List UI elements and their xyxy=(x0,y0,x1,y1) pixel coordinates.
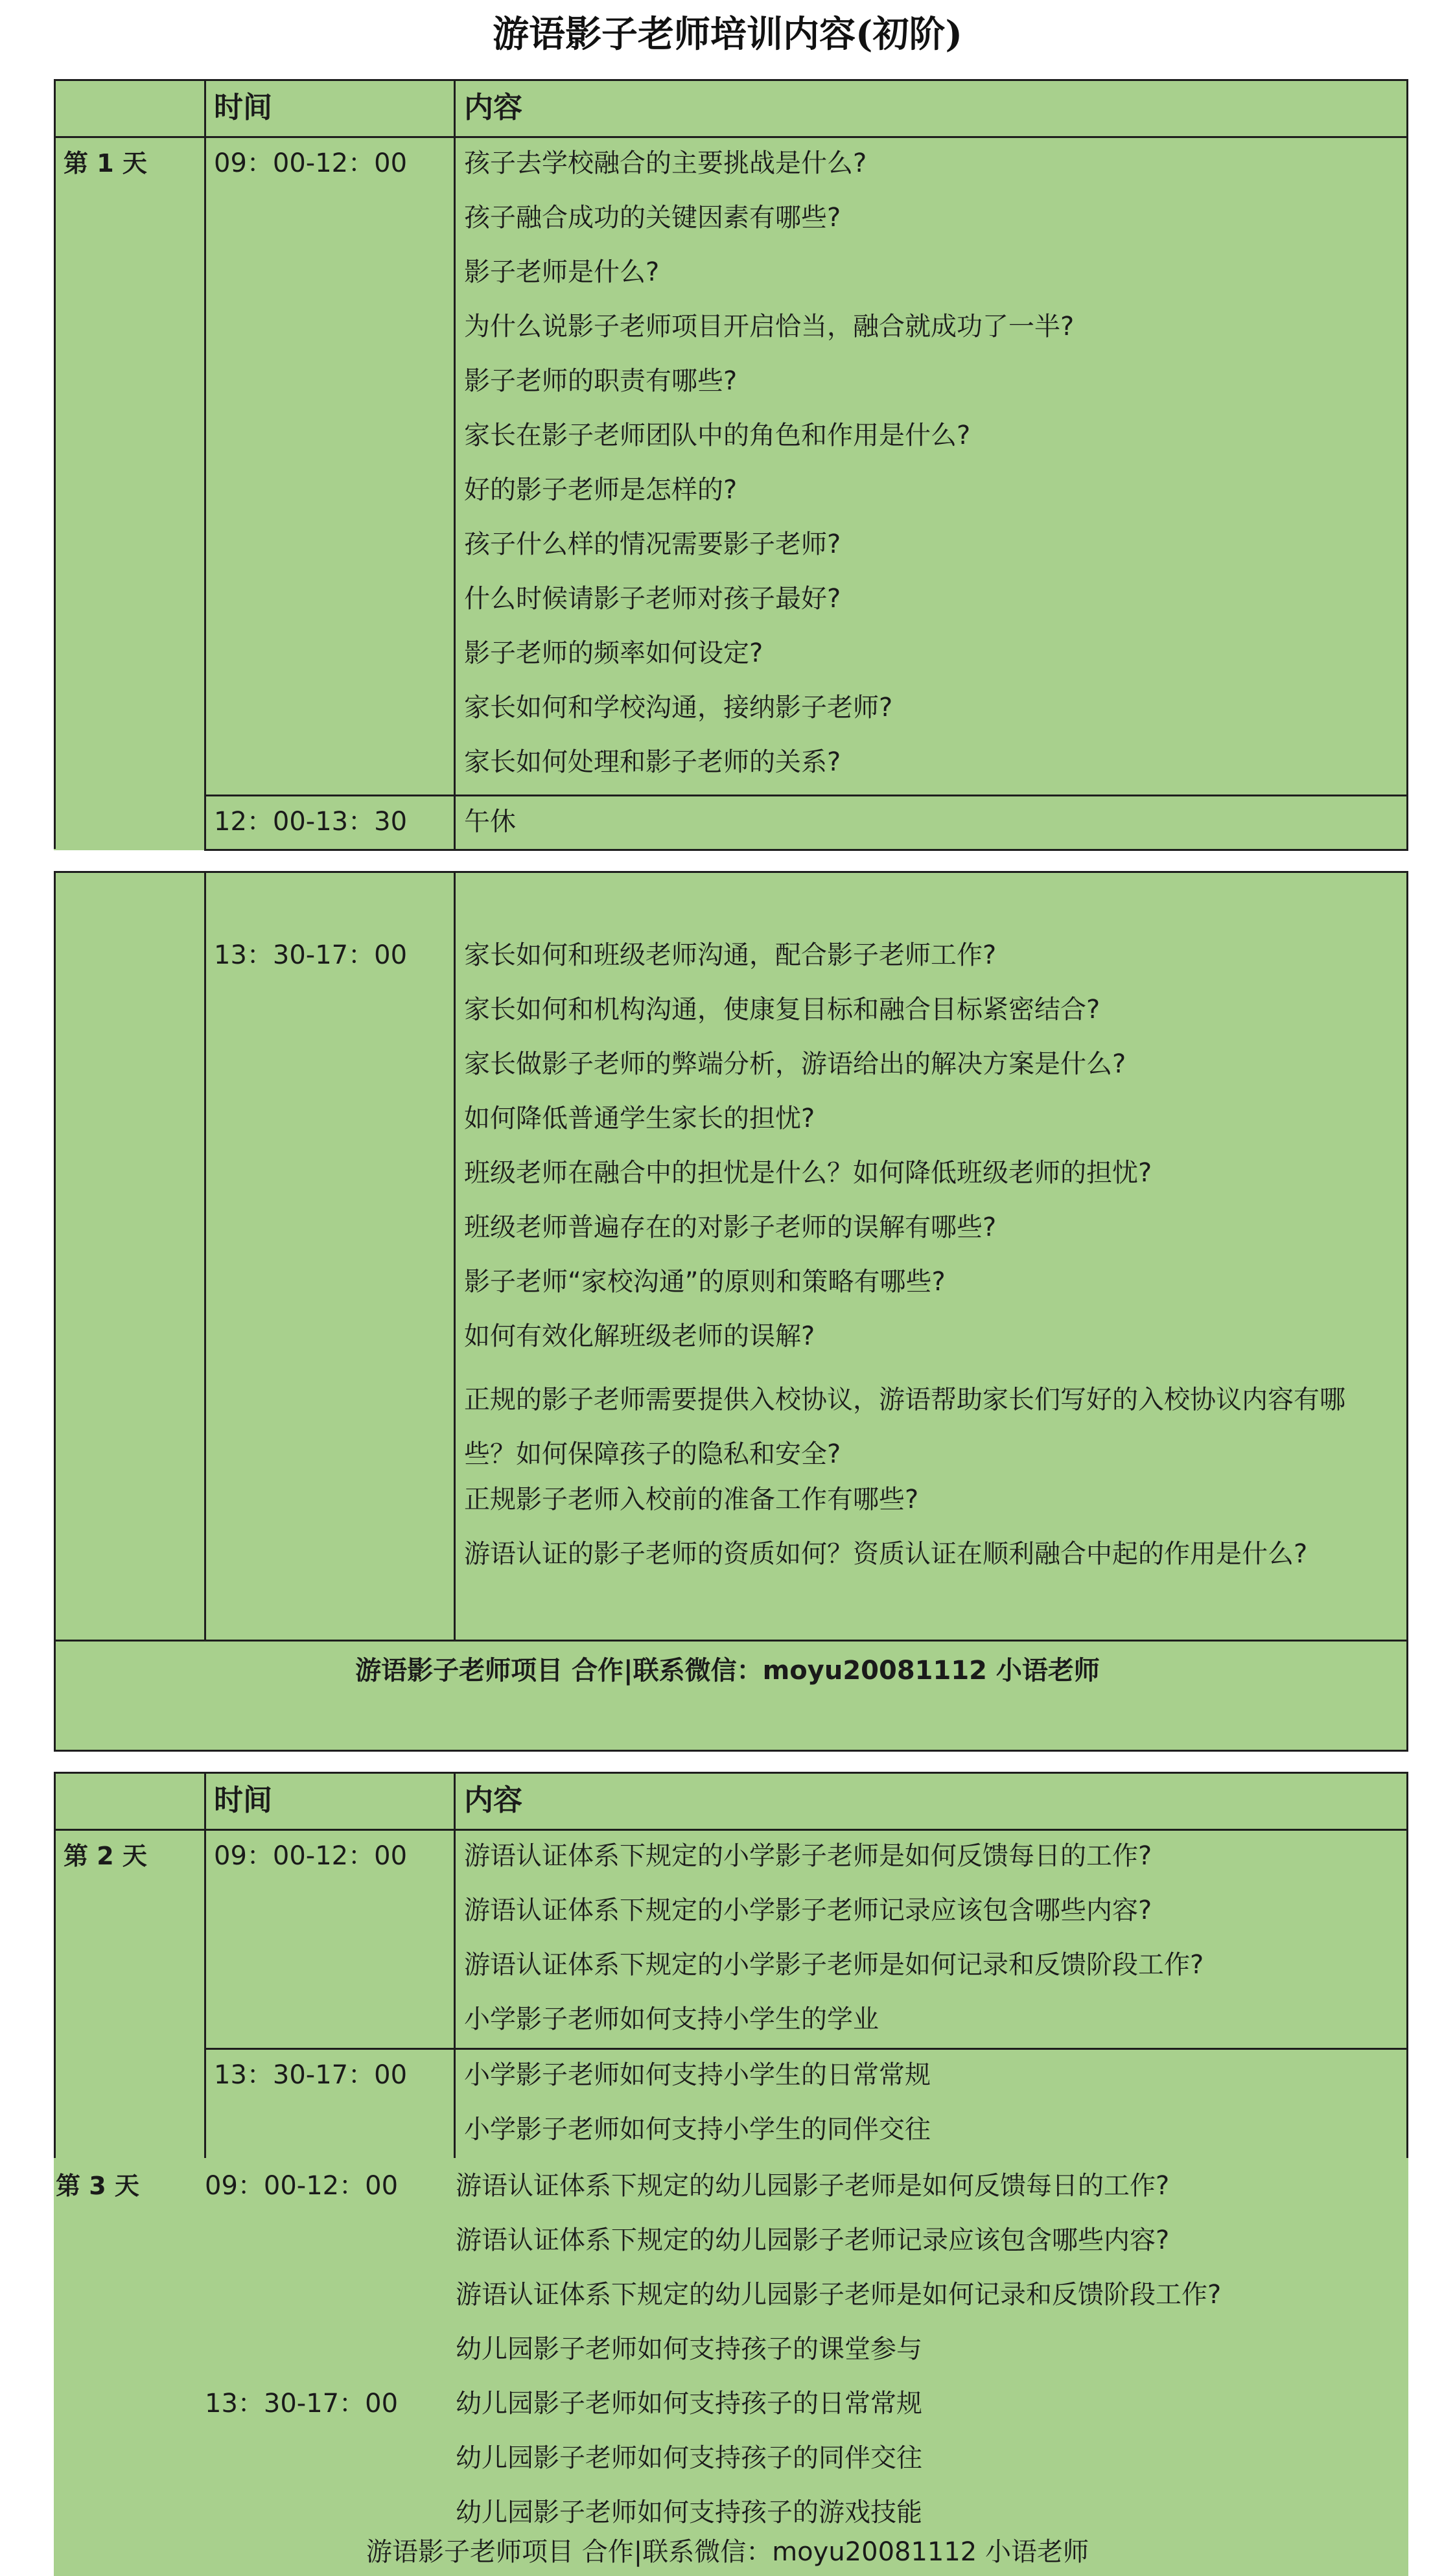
rule xyxy=(54,871,56,1750)
list-item: 好的影子老师是怎样的? xyxy=(464,475,738,505)
list-item: 正规影子老师入校前的准备工作有哪些? xyxy=(464,1485,919,1514)
header-content: 内容 xyxy=(464,90,523,124)
rule xyxy=(204,1772,206,2158)
list-item: 影子老师是什么? xyxy=(464,257,660,287)
list-item: 孩子融合成功的关键因素有哪些? xyxy=(464,203,841,233)
rule xyxy=(1406,79,1408,849)
list-item: 正规的影子老师需要提供入校协议，游语帮助家长们写好的入校协议内容有哪些？如何保障孩子的隐私和安全? xyxy=(464,1385,1345,1469)
day2-afternoon-list xyxy=(464,2057,931,2166)
list-item: 孩子去学校融合的主要挑战是什么? xyxy=(464,148,867,178)
day1-noon-content: 午休 xyxy=(464,807,516,837)
day2-afternoon-time: 13：30-17：00 xyxy=(214,2060,408,2090)
rule xyxy=(54,1640,1408,1642)
list-item: 小学影子老师如何支持小学生的日常常规 xyxy=(464,2060,931,2090)
list-item: 家长如何处理和影子老师的关系? xyxy=(464,747,841,777)
rule xyxy=(54,1772,1408,1774)
list-item: 游语认证体系下规定的幼儿园影子老师是如何记录和反馈阶段工作? xyxy=(456,2280,1222,2310)
list-item: 家长如何和机构沟通，使康复目标和融合目标紧密结合? xyxy=(464,995,1100,1025)
day1-morning-time: 09：00-12：00 xyxy=(214,148,408,178)
list-item: 班级老师在融合中的担忧是什么？如何降低班级老师的担忧? xyxy=(464,1158,1152,1188)
rule xyxy=(454,1772,456,2158)
list-item: 为什么说影子老师项目开启恰当，融合就成功了一半? xyxy=(464,312,1075,342)
rule xyxy=(54,79,1408,81)
list-item: 幼儿园影子老师如何支持孩子的课堂参与 xyxy=(456,2334,922,2364)
footer-contact-2: 游语影子老师项目 合作|联系微信：moyu20081112 小语老师 xyxy=(366,2537,1089,2567)
list-item: 影子老师的职责有哪些? xyxy=(464,366,738,396)
rule xyxy=(54,1750,1408,1752)
list-item: 家长如何和学校沟通，接纳影子老师? xyxy=(464,693,893,723)
header-time: 时间 xyxy=(214,90,273,124)
rule xyxy=(54,136,1408,138)
footer-contact-1: 游语影子老师项目 合作|联系微信：moyu20081112 小语老师 xyxy=(355,1656,1100,1686)
rule xyxy=(1406,1772,1408,2158)
list-item: 幼儿园影子老师如何支持孩子的游戏技能 xyxy=(456,2498,922,2527)
rule xyxy=(454,871,456,1640)
rule xyxy=(1406,871,1408,1750)
rule xyxy=(54,1829,1408,1831)
rule xyxy=(54,79,56,849)
list-item: 游语认证的影子老师的资质如何？资质认证在顺利融合中起的作用是什么? xyxy=(464,1539,1308,1569)
list-item: 如何降低普通学生家长的担忧? xyxy=(464,1104,815,1133)
list-item: 影子老师的频率如何设定? xyxy=(464,638,763,668)
rule xyxy=(454,79,456,849)
rule xyxy=(204,871,206,1640)
day3-label: 第 3 天 xyxy=(56,2172,139,2200)
list-item: 游语认证体系下规定的幼儿园影子老师记录应该包含哪些内容? xyxy=(456,2225,1170,2255)
list-item: 如何有效化解班级老师的误解? xyxy=(464,1321,815,1351)
list-item: 游语认证体系下规定的小学影子老师是如何反馈每日的工作? xyxy=(464,1841,1152,1871)
day2-morning-list xyxy=(464,1838,1204,2056)
list-item: 游语认证体系下规定的小学影子老师是如何记录和反馈阶段工作? xyxy=(464,1950,1204,1980)
header-content: 内容 xyxy=(464,1783,523,1817)
day2-label: 第 2 天 xyxy=(64,1842,147,1870)
list-item: 游语认证体系下规定的幼儿园影子老师是如何反馈每日的工作? xyxy=(456,2171,1170,2201)
day1-morning-list xyxy=(464,145,1074,798)
list-item: 幼儿园影子老师如何支持孩子的日常常规 xyxy=(456,2389,922,2419)
list-item: 家长做影子老师的弊端分析，游语给出的解决方案是什么? xyxy=(464,1049,1126,1079)
day1-noon-time: 12：00-13：30 xyxy=(214,807,408,837)
header-time: 时间 xyxy=(214,1783,273,1817)
list-item: 班级老师普遍存在的对影子老师的误解有哪些? xyxy=(464,1213,997,1242)
rule xyxy=(54,871,1408,873)
day2-morning-time: 09：00-12：00 xyxy=(214,1841,408,1871)
day3-morning-time: 09：00-12：00 xyxy=(205,2171,399,2201)
rule xyxy=(54,1772,56,2158)
list-item: 家长在影子老师团队中的角色和作用是什么? xyxy=(464,421,971,450)
day3-morning-list xyxy=(456,2168,1221,2385)
day3-afternoon-time: 13：30-17：00 xyxy=(205,2389,399,2419)
day1-afternoon-time: 13：30-17：00 xyxy=(214,940,408,970)
day1-label: 第 1 天 xyxy=(64,149,147,178)
rule xyxy=(204,79,206,849)
list-item: 游语认证体系下规定的小学影子老师记录应该包含哪些内容? xyxy=(464,1896,1152,1925)
list-item: 家长如何和班级老师沟通，配合影子老师工作? xyxy=(464,940,997,970)
day3-afternoon-list xyxy=(456,2385,922,2549)
list-item: 小学影子老师如何支持小学生的学业 xyxy=(464,2004,879,2034)
rule xyxy=(204,849,1408,851)
list-item: 影子老师“家校沟通”的原则和策略有哪些? xyxy=(464,1267,946,1297)
page-title: 游语影子老师培训内容(初阶) xyxy=(493,13,962,56)
day1-afternoon-list xyxy=(464,937,1384,1590)
list-item: 幼儿园影子老师如何支持孩子的同伴交往 xyxy=(456,2443,922,2473)
list-item: 什么时候请影子老师对孩子最好? xyxy=(464,584,841,614)
list-item: 小学影子老师如何支持小学生的同伴交往 xyxy=(464,2115,931,2144)
list-item: 孩子什么样的情况需要影子老师? xyxy=(464,529,841,559)
